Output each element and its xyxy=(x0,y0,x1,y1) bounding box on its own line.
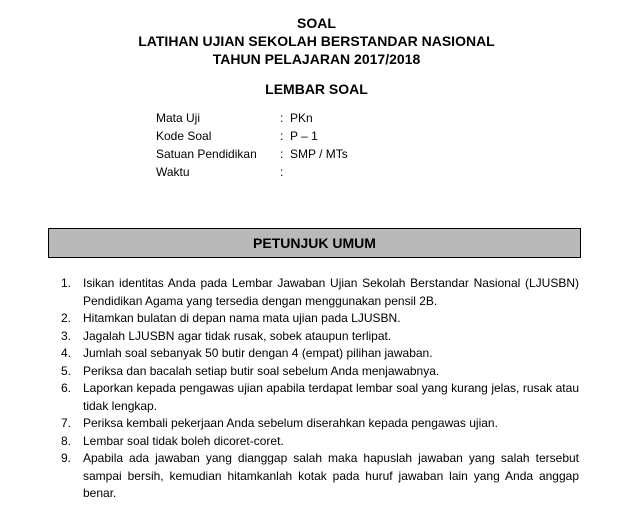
instruction-number: 9. xyxy=(61,451,72,465)
instruction-number: 7. xyxy=(61,416,72,430)
info-label: Waktu xyxy=(156,165,190,179)
instruction-item xyxy=(61,363,579,381)
instruction-text: Lembar soal tidak boleh dicoret-coret. xyxy=(83,433,284,448)
info-value: P – 1 xyxy=(290,129,318,143)
instruction-text: Jagalah LJUSBN agar tidak rusak, sobek ataupun terlipat. xyxy=(83,328,392,343)
instruction-item xyxy=(61,433,579,451)
info-row-level xyxy=(156,145,348,163)
document-header xyxy=(0,14,633,68)
instruction-number: 8. xyxy=(61,433,72,448)
instruction-number: 2. xyxy=(61,311,72,325)
instruction-item xyxy=(61,415,579,433)
instruction-item xyxy=(61,310,579,328)
instruction-number: 4. xyxy=(61,346,72,360)
info-label: Mata Uji xyxy=(156,111,201,125)
instruction-text: Isikan identitas Anda pada Lembar Jawaban Ujian Sekolah Berstandar Nasional (LJUSBN) Pendidikan Agama yang tersedia dengan menggunakan pensil 2B. xyxy=(83,276,579,308)
info-separator: : xyxy=(280,129,284,143)
instruction-text: Apabila ada jawaban yang dianggap salah maka hapuslah jawaban yang salah tersebut sampai bersih, kemudian hitamkanlah kotak pada huruf jawaban lain yang Anda anggap benar. xyxy=(83,451,579,500)
instruction-item xyxy=(61,345,579,363)
instruction-number: 3. xyxy=(61,328,72,343)
instruction-item xyxy=(61,328,579,346)
info-row-code xyxy=(156,127,348,145)
info-row-subject xyxy=(156,109,348,127)
info-label: Kode Soal xyxy=(156,129,212,143)
info-value: SMP / MTs xyxy=(290,147,348,161)
header-title: SOAL xyxy=(297,15,336,31)
instruction-number: 6. xyxy=(61,381,72,395)
sheet-title: LEMBAR SOAL xyxy=(265,81,368,97)
instruction-text: Hitamkan bulatan di depan nama mata ujian pada LJUSBN. xyxy=(83,311,401,325)
header-exam-name: LATIHAN UJIAN SEKOLAH BERSTANDAR NASIONAL xyxy=(138,33,495,49)
info-row-time xyxy=(156,163,348,181)
instruction-list xyxy=(61,275,579,503)
info-separator: : xyxy=(280,147,284,161)
header-school-year: TAHUN PELAJARAN 2017/2018 xyxy=(212,51,421,67)
instruction-number: 5. xyxy=(61,363,72,378)
instruction-item xyxy=(61,380,579,415)
instruction-item xyxy=(61,275,579,310)
info-separator: : xyxy=(280,111,284,125)
info-value: PKn xyxy=(290,111,313,125)
instruction-item xyxy=(61,450,579,503)
info-label: Satuan Pendidikan xyxy=(156,147,257,161)
instruction-number: 1. xyxy=(61,276,72,290)
general-instructions-banner: PETUNJUK UMUM xyxy=(48,228,581,258)
instruction-text: Periksa dan bacalah setiap butir soal sebelum Anda menjawabnya. xyxy=(83,363,440,378)
info-separator: : xyxy=(280,165,284,179)
instruction-text: Jumlah soal sebanyak 50 butir dengan 4 (empat) pilihan jawaban. xyxy=(83,346,433,360)
exam-info xyxy=(156,109,348,181)
instruction-text: Periksa kembali pekerjaan Anda sebelum diserahkan kepada pengawas ujian. xyxy=(83,416,498,430)
instruction-text: Laporkan kepada pengawas ujian apabila terdapat lembar soal yang kurang jelas, rusak atau tidak lengkap. xyxy=(83,381,579,413)
